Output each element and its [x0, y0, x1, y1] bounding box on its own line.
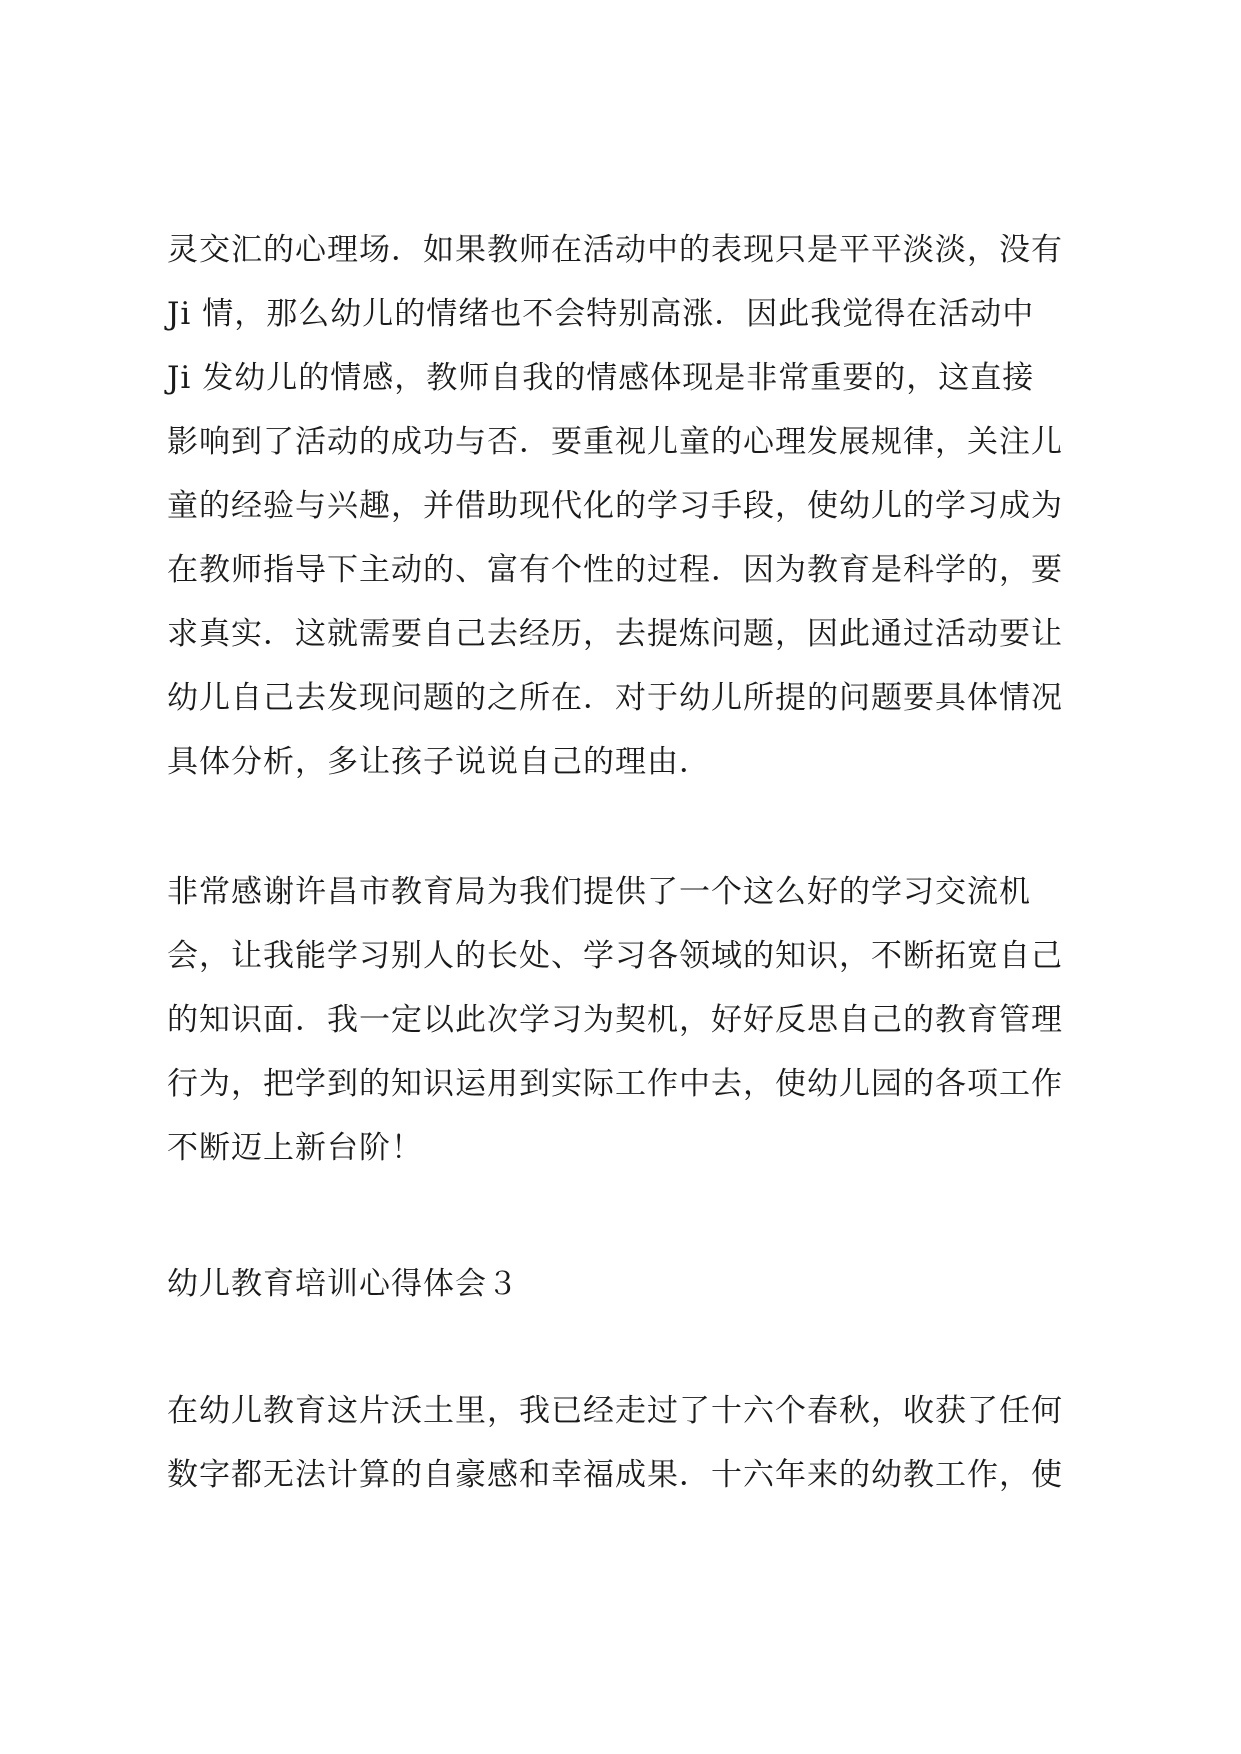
paragraph-1-line-3: Ji 发幼儿的情感，教师自我的情感体现是非常重要的，这直接 — [167, 360, 1035, 396]
paragraph-1-line-2: Ji 情，那么幼儿的情绪也不会特别高涨．因此我觉得在活动中 — [167, 296, 1035, 332]
paragraph-2-line-5: 不断迈上新台阶！ — [167, 1130, 423, 1166]
paragraph-1-line-4: 影响到了活动的成功与否．要重视儿童的心理发展规律，关注儿 — [167, 424, 1063, 460]
paragraph-3-line-2: 数字都无法计算的自豪感和幸福成果．十六年来的幼教工作，使 — [167, 1457, 1063, 1493]
paragraph-2-line-4: 行为，把学到的知识运用到实际工作中去，使幼儿园的各项工作 — [167, 1066, 1063, 1102]
paragraph-2-line-2: 会，让我能学习别人的长处、学习各领域的知识，不断拓宽自己 — [167, 938, 1063, 974]
paragraph-1-line-1: 灵交汇的心理场．如果教师在活动中的表现只是平平淡淡，没有 — [167, 232, 1063, 268]
paragraph-2-line-3: 的知识面．我一定以此次学习为契机，好好反思自己的教育管理 — [167, 1002, 1063, 1038]
paragraph-1-line-7: 求真实．这就需要自己去经历，去提炼问题，因此通过活动要让 — [167, 616, 1063, 652]
paragraph-1-line-6: 在教师指导下主动的、富有个性的过程．因为教育是科学的，要 — [167, 552, 1063, 588]
paragraph-3-line-1: 在幼儿教育这片沃土里，我已经走过了十六个春秋，收获了任何 — [167, 1393, 1063, 1429]
paragraph-1-line-8: 幼儿自己去发现问题的之所在．对于幼儿所提的问题要具体情况 — [167, 680, 1063, 716]
section-heading: 幼儿教育培训心得体会３ — [167, 1266, 519, 1302]
paragraph-1-line-9: 具体分析，多让孩子说说自己的理由． — [167, 744, 711, 780]
paragraph-1-line-5: 童的经验与兴趣，并借助现代化的学习手段，使幼儿的学习成为 — [167, 488, 1063, 524]
paragraph-2-line-1: 非常感谢许昌市教育局为我们提供了一个这么好的学习交流机 — [167, 874, 1031, 910]
